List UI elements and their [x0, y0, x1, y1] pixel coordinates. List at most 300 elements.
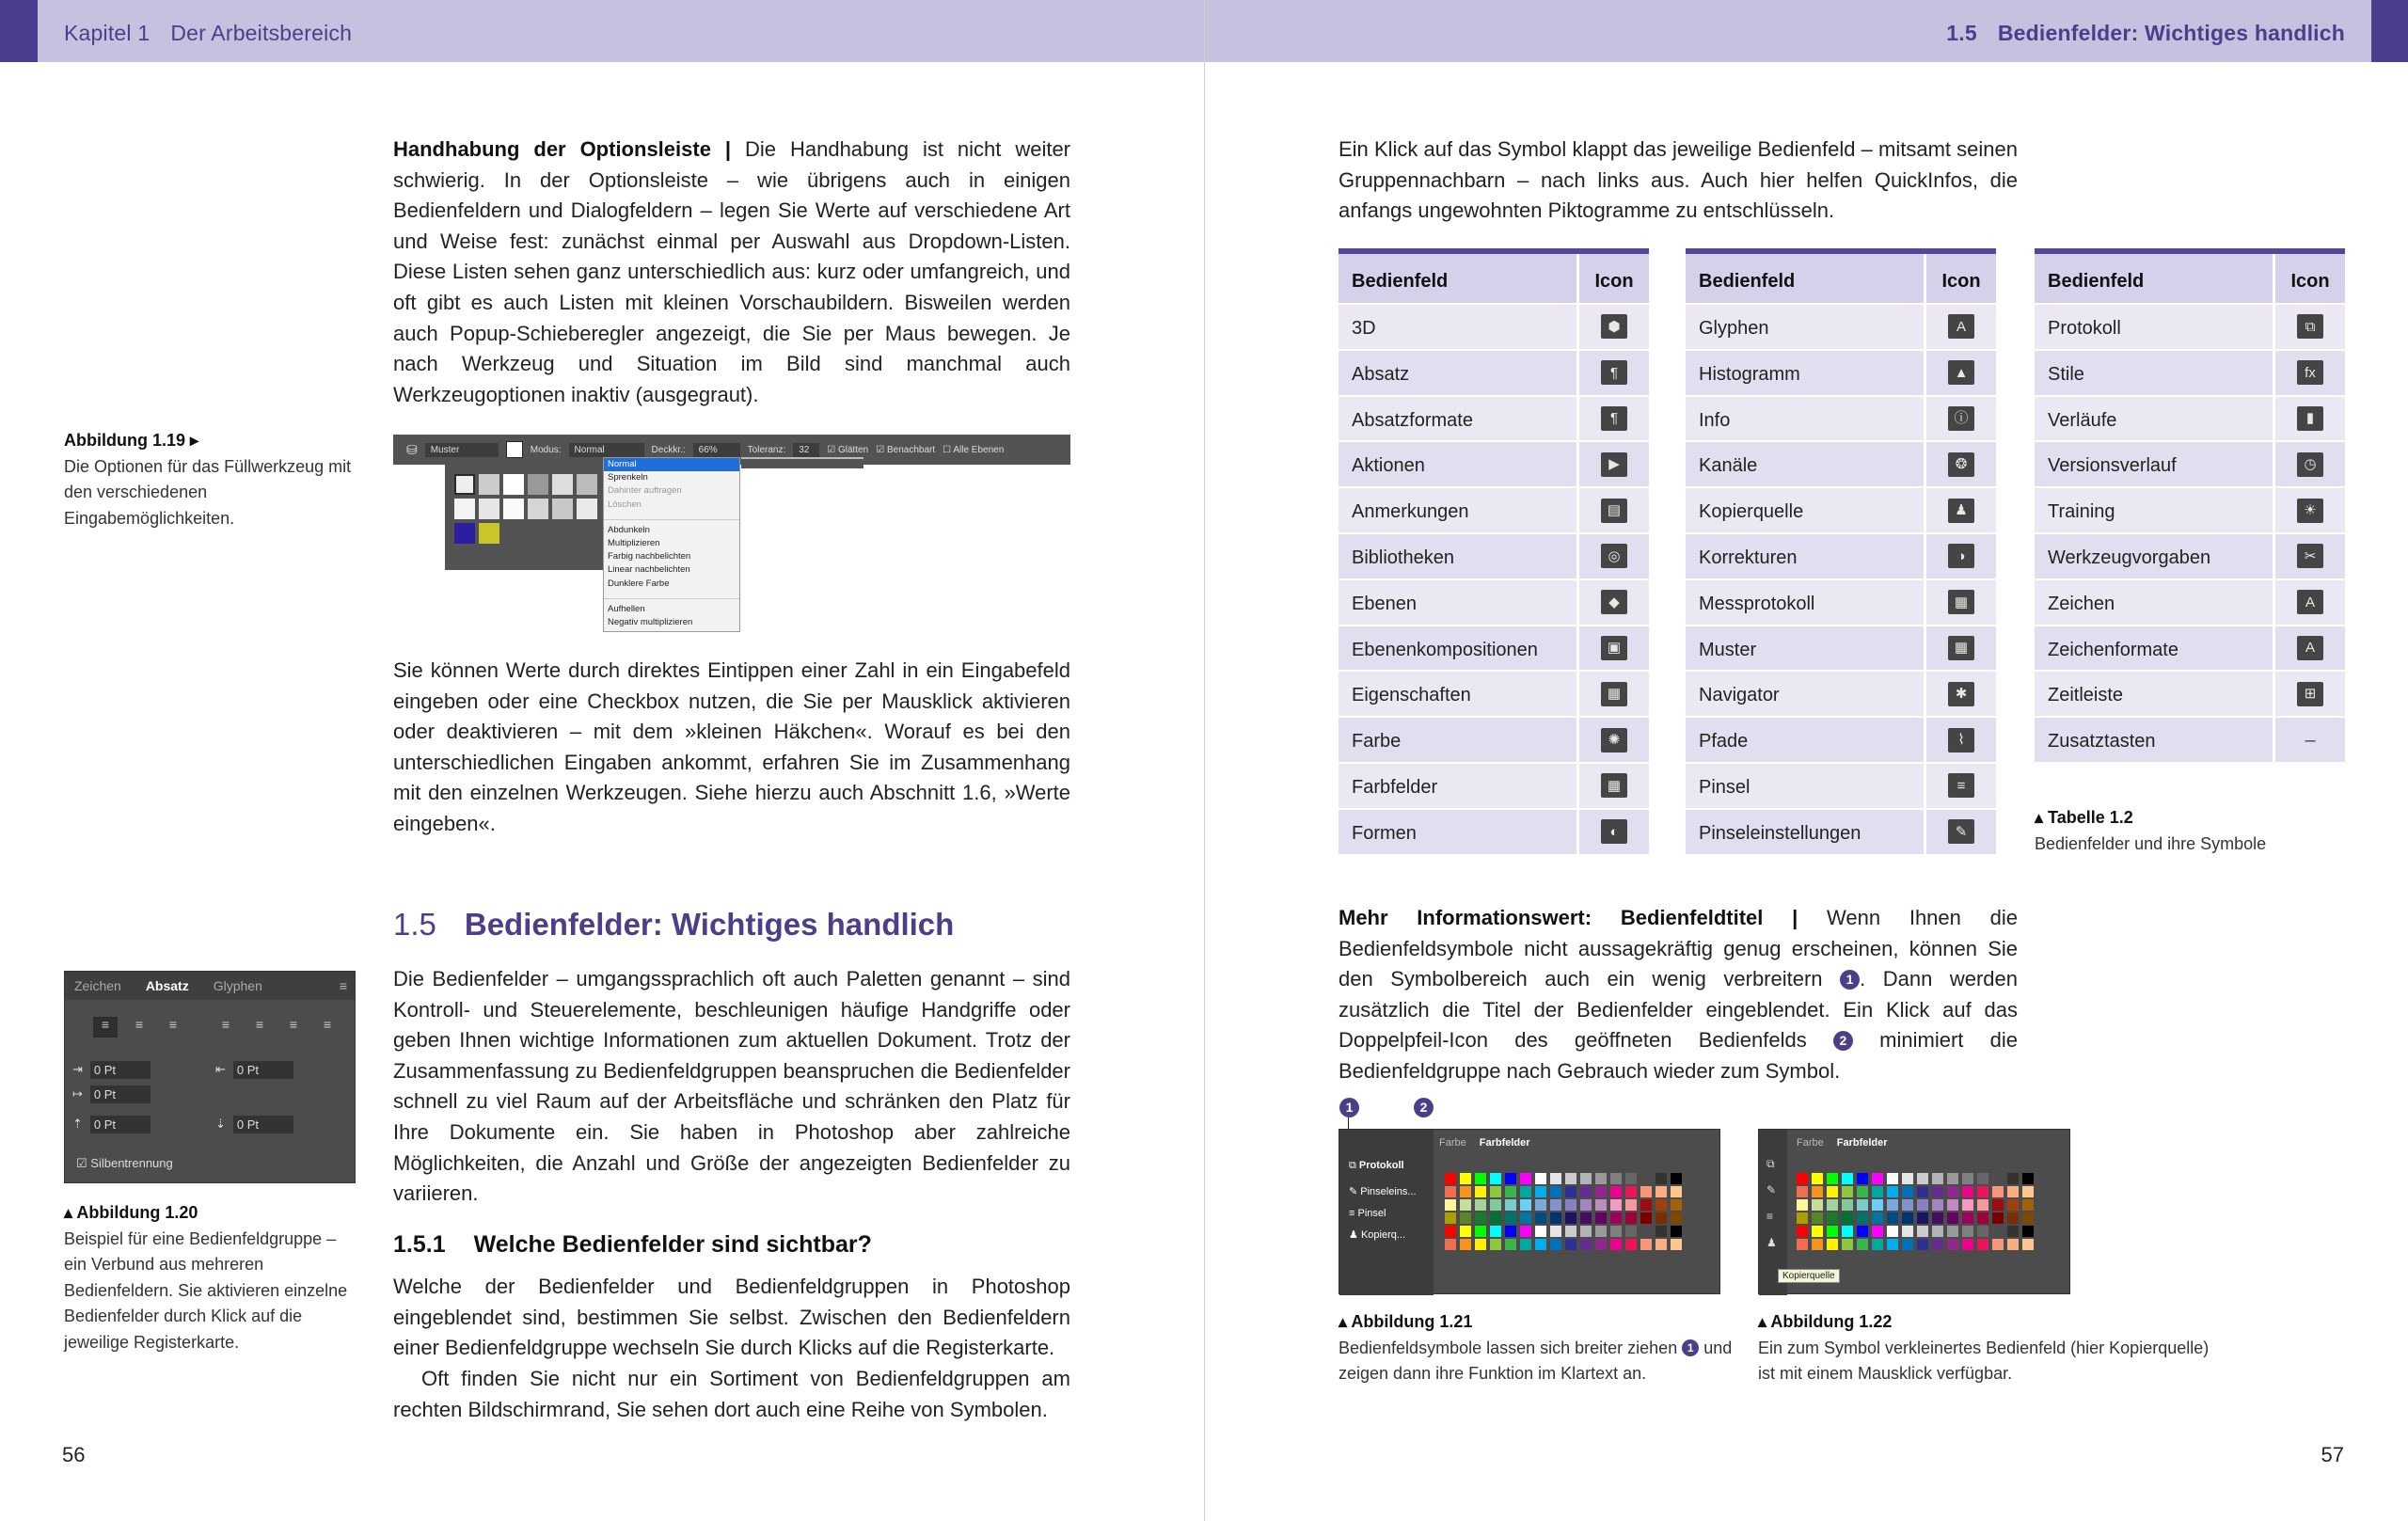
color-swatch[interactable]: [1902, 1212, 1913, 1224]
color-swatch[interactable]: [1475, 1186, 1486, 1197]
color-swatch[interactable]: [1520, 1186, 1531, 1197]
color-swatch[interactable]: [1475, 1226, 1486, 1237]
tab-farbe[interactable]: Farbe: [1797, 1137, 1824, 1149]
paragraph-symbol-klick: [1339, 135, 2018, 227]
color-swatch[interactable]: [1812, 1199, 1823, 1211]
color-swatch[interactable]: [1857, 1199, 1868, 1211]
color-swatch[interactable]: [1827, 1173, 1838, 1184]
color-swatch[interactable]: [1490, 1226, 1501, 1237]
pattern-thumb[interactable]: [552, 474, 573, 495]
color-swatch[interactable]: [1812, 1239, 1823, 1250]
color-swatch[interactable]: [1445, 1239, 1456, 1250]
panel-label-pinsel[interactable]: ≡ Pinsel: [1349, 1208, 1386, 1219]
panel-name: Protokoll: [2035, 303, 2275, 349]
adjustments-icon: ◑: [1948, 544, 1974, 568]
menu-item[interactable]: Abdunkeln: [608, 524, 650, 535]
table-body: [1339, 303, 1649, 854]
color-swatch[interactable]: [1505, 1173, 1516, 1184]
tab-farbfelder[interactable]: Farbfelder: [1836, 1137, 1888, 1149]
table-body: [1686, 303, 1996, 854]
color-swatch[interactable]: [1656, 1212, 1667, 1224]
color-swatch[interactable]: [1625, 1212, 1637, 1224]
color-swatch[interactable]: [1797, 1173, 1808, 1184]
color-swatch[interactable]: [1671, 1239, 1682, 1250]
color-swatch[interactable]: [1932, 1212, 1943, 1224]
color-swatch[interactable]: [1640, 1212, 1652, 1224]
color-swatch[interactable]: [1595, 1212, 1607, 1224]
paragraph-sichtbar: [393, 1272, 1070, 1364]
color-swatch[interactable]: [1857, 1212, 1868, 1224]
menu-item[interactable]: Negativ multiplizieren: [608, 617, 693, 628]
color-swatch[interactable]: [1610, 1186, 1622, 1197]
menu-item[interactable]: Dunklere Farbe: [604, 578, 739, 599]
align-left-icon[interactable]: ≡: [93, 1017, 118, 1038]
icon-cell: [1579, 486, 1649, 532]
color-swatch[interactable]: [1520, 1239, 1531, 1250]
indent-first-input[interactable]: 0 Pt: [90, 1085, 150, 1103]
table-header: [1686, 254, 1996, 303]
color-swatch[interactable]: [1625, 1239, 1637, 1250]
opacity-input[interactable]: 66%: [693, 443, 740, 457]
color-swatch[interactable]: [1962, 1186, 1973, 1197]
color-swatch[interactable]: [1671, 1212, 1682, 1224]
color-swatch[interactable]: [1992, 1239, 2004, 1250]
color-swatch[interactable]: [1520, 1199, 1531, 1211]
color-swatch[interactable]: [1962, 1199, 1973, 1211]
color-swatch[interactable]: [1932, 1199, 1943, 1211]
color-swatch[interactable]: [1565, 1212, 1576, 1224]
mode-dropdown[interactable]: Normal: [569, 443, 644, 457]
layers-icon: ◆: [1601, 590, 1627, 614]
color-swatch[interactable]: [1625, 1173, 1637, 1184]
mode-menu: [603, 457, 740, 632]
caption-text: [1339, 1336, 1743, 1387]
opacity-slider[interactable]: [741, 457, 863, 468]
color-swatch[interactable]: [1505, 1199, 1516, 1211]
pattern-thumb[interactable]: [503, 499, 524, 519]
brush-settings-icon: ✎: [1349, 1186, 1358, 1197]
col-icon: Icon: [1941, 271, 1981, 292]
color-swatch[interactable]: [1902, 1186, 1913, 1197]
table-row: [1686, 395, 1996, 441]
color-swatch[interactable]: [1445, 1226, 1456, 1237]
color-swatch[interactable]: [1460, 1239, 1471, 1250]
color-swatch[interactable]: [1520, 1173, 1531, 1184]
color-swatch[interactable]: [1812, 1186, 1823, 1197]
figure-1-21-caption: [1339, 1309, 1743, 1387]
color-swatch[interactable]: [1887, 1186, 1898, 1197]
icon-cell: [2275, 303, 2345, 349]
panel-label-protokoll[interactable]: ⧉ Protokoll: [1349, 1160, 1404, 1171]
panel-name: Zusatztasten: [2035, 716, 2275, 762]
tab-glyphen[interactable]: Glyphen: [213, 978, 262, 993]
color-swatch[interactable]: [1595, 1226, 1607, 1237]
color-swatch[interactable]: [1947, 1199, 1958, 1211]
color-swatch[interactable]: [1842, 1186, 1853, 1197]
chapter-title: Der Arbeitsbereich: [170, 21, 353, 45]
color-swatch[interactable]: [1797, 1186, 1808, 1197]
color-swatch[interactable]: [1872, 1173, 1883, 1184]
color-swatch[interactable]: [1842, 1239, 1853, 1250]
color-swatch[interactable]: [1535, 1186, 1546, 1197]
color-swatch[interactable]: [1872, 1212, 1883, 1224]
color-swatch[interactable]: [1505, 1239, 1516, 1250]
color-swatch[interactable]: [1460, 1173, 1471, 1184]
tolerance-input[interactable]: 32: [793, 443, 819, 457]
color-swatch[interactable]: [1812, 1226, 1823, 1237]
color-swatch[interactable]: [1625, 1186, 1637, 1197]
color-swatch[interactable]: [1827, 1239, 1838, 1250]
color-swatch[interactable]: [1827, 1226, 1838, 1237]
color-swatch[interactable]: [1535, 1173, 1546, 1184]
color-swatch[interactable]: [1977, 1226, 1988, 1237]
color-swatch[interactable]: [1565, 1239, 1576, 1250]
clone-source-icon[interactable]: ♟: [1766, 1236, 1777, 1249]
color-swatch[interactable]: [1992, 1173, 2004, 1184]
pattern-thumb[interactable]: [528, 499, 548, 519]
color-swatch[interactable]: [1902, 1239, 1913, 1250]
indent-left-input[interactable]: 0 Pt: [90, 1061, 150, 1079]
color-swatch[interactable]: [1797, 1199, 1808, 1211]
color-swatch[interactable]: [1550, 1199, 1561, 1211]
color-swatch[interactable]: [1565, 1226, 1576, 1237]
color-swatch[interactable]: [1887, 1212, 1898, 1224]
color-swatch[interactable]: [2007, 1173, 2019, 1184]
icon-cell: [1579, 532, 1649, 578]
color-swatch[interactable]: [1902, 1199, 1913, 1211]
pattern-swatch[interactable]: [506, 441, 523, 458]
color-swatch[interactable]: [2022, 1173, 2034, 1184]
color-swatch[interactable]: [1580, 1199, 1592, 1211]
color-swatch[interactable]: [1827, 1199, 1838, 1211]
menu-item[interactable]: Aufhellen: [608, 603, 645, 614]
color-swatch[interactable]: [1977, 1186, 1988, 1197]
table-row: [1339, 716, 1649, 762]
color-swatch[interactable]: [1671, 1199, 1682, 1211]
icon-cell: [1926, 486, 1996, 532]
brush-icon[interactable]: ≡: [1766, 1210, 1774, 1223]
hyphenation-checkbox[interactable]: ☑ Silbentrennung: [76, 1156, 173, 1170]
brush-settings-icon[interactable]: ✎: [1766, 1183, 1777, 1196]
table-1-2-caption: [2035, 805, 2345, 857]
menu-item[interactable]: Linear nachbelichten: [608, 564, 690, 576]
color-swatch[interactable]: [1842, 1212, 1853, 1224]
color-swatch[interactable]: [1902, 1173, 1913, 1184]
color-swatch[interactable]: [1460, 1186, 1471, 1197]
color-swatch[interactable]: [1610, 1173, 1622, 1184]
color-swatch[interactable]: [1490, 1173, 1501, 1184]
pattern-thumb[interactable]: [454, 523, 475, 544]
color-swatch[interactable]: [1857, 1186, 1868, 1197]
menu-item[interactable]: Farbig nachbelichten: [608, 551, 691, 562]
color-swatch[interactable]: [1505, 1226, 1516, 1237]
pattern-thumb[interactable]: [479, 499, 499, 519]
panel-name: Absatz: [1339, 349, 1579, 395]
color-swatch[interactable]: [1932, 1239, 1943, 1250]
all-layers-checkbox[interactable]: ☐ Alle Ebenen: [943, 444, 1005, 455]
icon-cell: [2275, 440, 2345, 486]
justify-left-icon[interactable]: ≡: [221, 1017, 230, 1032]
align-right-icon[interactable]: ≡: [168, 1017, 178, 1032]
color-swatch[interactable]: [1520, 1212, 1531, 1224]
tab-farbe[interactable]: Farbe: [1439, 1137, 1466, 1149]
color-swatch[interactable]: [1535, 1199, 1546, 1211]
color-swatch[interactable]: [1580, 1212, 1592, 1224]
color-swatch[interactable]: [1640, 1226, 1652, 1237]
color-swatch[interactable]: [2007, 1212, 2019, 1224]
menu-item-normal[interactable]: Normal: [604, 458, 739, 471]
color-swatch[interactable]: [1962, 1226, 1973, 1237]
color-swatch[interactable]: [1992, 1186, 2004, 1197]
color-swatch[interactable]: [1947, 1212, 1958, 1224]
pattern-thumb[interactable]: [577, 474, 597, 495]
color-swatch[interactable]: [1565, 1186, 1576, 1197]
color-swatch[interactable]: [1797, 1226, 1808, 1237]
color-swatch[interactable]: [1947, 1173, 1958, 1184]
color-swatch[interactable]: [1917, 1226, 1928, 1237]
color-swatch[interactable]: [1887, 1226, 1898, 1237]
color-swatch[interactable]: [1520, 1226, 1531, 1237]
paths-icon: ⌇: [1948, 728, 1974, 753]
color-swatch[interactable]: [1550, 1226, 1561, 1237]
pattern-thumb[interactable]: [577, 499, 597, 519]
color-swatch[interactable]: [1857, 1239, 1868, 1250]
color-swatch[interactable]: [1460, 1212, 1471, 1224]
color-swatch[interactable]: [2022, 1186, 2034, 1197]
color-swatch[interactable]: [1490, 1212, 1501, 1224]
panel-label-kopierquelle[interactable]: ♟ Kopierq...: [1349, 1229, 1406, 1241]
color-swatch[interactable]: [1580, 1186, 1592, 1197]
pattern-thumb[interactable]: [479, 474, 499, 495]
color-swatch[interactable]: [1460, 1226, 1471, 1237]
color-swatch[interactable]: [1992, 1199, 2004, 1211]
color-swatch[interactable]: [1550, 1186, 1561, 1197]
color-swatch[interactable]: [1947, 1239, 1958, 1250]
cube-icon: ⬢: [1601, 314, 1627, 339]
caption-title: Abbildung 1.19 ▸: [64, 431, 199, 450]
color-swatch[interactable]: [1932, 1186, 1943, 1197]
color-swatch[interactable]: [2022, 1239, 2034, 1250]
color-swatch[interactable]: [1550, 1173, 1561, 1184]
color-swatch[interactable]: [1595, 1199, 1607, 1211]
color-swatch[interactable]: [1872, 1199, 1883, 1211]
color-swatch[interactable]: [1656, 1226, 1667, 1237]
color-swatch[interactable]: [1857, 1226, 1868, 1237]
color-swatch[interactable]: [1610, 1212, 1622, 1224]
color-swatch[interactable]: [1947, 1186, 1958, 1197]
color-swatch[interactable]: [1640, 1173, 1652, 1184]
color-swatch[interactable]: [1625, 1199, 1637, 1211]
color-swatch[interactable]: [1917, 1199, 1928, 1211]
color-swatch[interactable]: [1827, 1212, 1838, 1224]
color-swatch[interactable]: [2007, 1239, 2019, 1250]
pattern-dropdown[interactable]: Muster: [425, 443, 499, 457]
color-swatch[interactable]: [1887, 1239, 1898, 1250]
color-swatch[interactable]: [1962, 1239, 1973, 1250]
color-swatch[interactable]: [1872, 1226, 1883, 1237]
color-swatch[interactable]: [1550, 1212, 1561, 1224]
color-swatch[interactable]: [1797, 1212, 1808, 1224]
menu-item[interactable]: Sprenkeln: [608, 472, 648, 483]
patterns-icon: ▦: [1948, 636, 1974, 660]
color-swatch[interactable]: [1671, 1226, 1682, 1237]
table-row: [1339, 486, 1649, 532]
color-swatch[interactable]: [2007, 1186, 2019, 1197]
color-swatch[interactable]: [1977, 1212, 1988, 1224]
color-swatch[interactable]: [1827, 1186, 1838, 1197]
pattern-thumb[interactable]: [552, 499, 573, 519]
color-swatch[interactable]: [1812, 1173, 1823, 1184]
color-swatch[interactable]: [1962, 1212, 1973, 1224]
panel-name: Absatzformate: [1339, 395, 1579, 441]
table-row: [1339, 395, 1649, 441]
paragraph-optionsleiste: [393, 135, 1070, 410]
color-swatch[interactable]: [1977, 1173, 1988, 1184]
tolerance-label: Toleranz:: [747, 444, 786, 455]
caption-title: ▴ Tabelle 1.2: [2035, 808, 2133, 827]
pattern-thumb[interactable]: [479, 523, 499, 544]
color-swatch[interactable]: [1671, 1173, 1682, 1184]
color-swatch[interactable]: [1550, 1239, 1561, 1250]
color-swatch[interactable]: [1565, 1199, 1576, 1211]
color-swatch[interactable]: [1580, 1239, 1592, 1250]
table-row: [1686, 716, 1996, 762]
color-swatch[interactable]: [1580, 1173, 1592, 1184]
color-swatch[interactable]: [1505, 1212, 1516, 1224]
tab-farbfelder[interactable]: Farbfelder: [1479, 1137, 1530, 1149]
smooth-checkbox[interactable]: ☑ Glätten: [827, 444, 869, 455]
justify-center-icon[interactable]: ≡: [255, 1017, 264, 1032]
color-swatch[interactable]: [1992, 1226, 2004, 1237]
color-swatch[interactable]: [1887, 1199, 1898, 1211]
tab-absatz[interactable]: Absatz: [145, 978, 189, 993]
history-icon[interactable]: ⧉: [1766, 1157, 1775, 1170]
color-swatch[interactable]: [1872, 1239, 1883, 1250]
color-swatch[interactable]: [1445, 1199, 1456, 1211]
color-swatch[interactable]: [1992, 1212, 2004, 1224]
space-after-input[interactable]: 0 Pt: [233, 1116, 293, 1133]
color-swatch[interactable]: [1490, 1239, 1501, 1250]
panel-name: Werkzeugvorgaben: [2035, 532, 2275, 578]
color-swatch[interactable]: [1857, 1173, 1868, 1184]
header-marker: [0, 0, 38, 62]
color-swatch[interactable]: [1917, 1212, 1928, 1224]
color-swatch[interactable]: [1445, 1173, 1456, 1184]
color-swatch[interactable]: [1610, 1199, 1622, 1211]
color-swatch[interactable]: [1490, 1199, 1501, 1211]
paragraph-bedienfeldtitel: [1339, 903, 2018, 1087]
color-swatch[interactable]: [1535, 1226, 1546, 1237]
color-swatch[interactable]: [1872, 1186, 1883, 1197]
color-swatch[interactable]: [1947, 1226, 1958, 1237]
color-swatch[interactable]: [1610, 1226, 1622, 1237]
color-swatch[interactable]: [1932, 1226, 1943, 1237]
color-swatch[interactable]: [1475, 1173, 1486, 1184]
bucket-icon[interactable]: ⛁: [406, 441, 418, 457]
color-swatch[interactable]: [1842, 1173, 1853, 1184]
color-swatch[interactable]: [1475, 1239, 1486, 1250]
color-swatch[interactable]: [1445, 1212, 1456, 1224]
color-swatch[interactable]: [1565, 1173, 1576, 1184]
color-swatch[interactable]: [1797, 1239, 1808, 1250]
color-swatch[interactable]: [1656, 1239, 1667, 1250]
color-swatch[interactable]: [1656, 1186, 1667, 1197]
color-swatch[interactable]: [1887, 1173, 1898, 1184]
color-swatch[interactable]: [1490, 1186, 1501, 1197]
color-swatch[interactable]: [2007, 1226, 2019, 1237]
color-swatch[interactable]: [1505, 1186, 1516, 1197]
color-swatch[interactable]: [1595, 1186, 1607, 1197]
color-swatch[interactable]: [1977, 1199, 1988, 1211]
color-swatch[interactable]: [1535, 1212, 1546, 1224]
color-swatch[interactable]: [1917, 1239, 1928, 1250]
color-swatch[interactable]: [1460, 1199, 1471, 1211]
color-swatch[interactable]: [2022, 1212, 2034, 1224]
tab-zeichen[interactable]: Zeichen: [74, 978, 121, 993]
align-center-icon[interactable]: ≡: [135, 1017, 144, 1032]
justify-all-icon[interactable]: ≡: [323, 1017, 332, 1032]
character-icon: A: [2297, 590, 2323, 614]
color-swatch[interactable]: [1610, 1239, 1622, 1250]
color-swatch[interactable]: [1902, 1226, 1913, 1237]
menu-item[interactable]: Multiplizieren: [608, 538, 660, 549]
color-swatch[interactable]: [1625, 1226, 1637, 1237]
color-swatch[interactable]: [1842, 1199, 1853, 1211]
color-swatch[interactable]: [1475, 1212, 1486, 1224]
color-swatch[interactable]: [1640, 1199, 1652, 1211]
pattern-thumb[interactable]: [528, 474, 548, 495]
color-swatch[interactable]: [1977, 1239, 1988, 1250]
color-swatch[interactable]: [1475, 1199, 1486, 1211]
color-swatch[interactable]: [1640, 1239, 1652, 1250]
panel-name: Stile: [2035, 349, 2275, 395]
pattern-thumb[interactable]: [503, 474, 524, 495]
color-swatch[interactable]: [1580, 1226, 1592, 1237]
layer-comps-icon: ▣: [1601, 636, 1627, 660]
note-icon: ▤: [1601, 499, 1627, 523]
color-swatch[interactable]: [1962, 1173, 1973, 1184]
justify-right-icon[interactable]: ≡: [289, 1017, 298, 1032]
color-swatch[interactable]: [1445, 1186, 1456, 1197]
color-swatch[interactable]: [1842, 1226, 1853, 1237]
table-row: [2035, 440, 2345, 486]
color-swatch[interactable]: [2022, 1199, 2034, 1211]
marker-2: 2: [1833, 1031, 1853, 1051]
color-swatch[interactable]: [1671, 1186, 1682, 1197]
figure-1-20-screenshot: [64, 971, 356, 1183]
color-swatch[interactable]: [2007, 1199, 2019, 1211]
panel-label-pinseleinstellungen[interactable]: ✎ Pinseleins...: [1349, 1186, 1417, 1197]
color-swatch[interactable]: [1595, 1173, 1607, 1184]
color-swatch[interactable]: [1640, 1186, 1652, 1197]
indent-right-input[interactable]: 0 Pt: [233, 1061, 293, 1079]
contiguous-checkbox[interactable]: ☑ Benachbart: [876, 444, 936, 455]
color-swatch[interactable]: [1535, 1239, 1546, 1250]
color-swatch[interactable]: [1812, 1212, 1823, 1224]
color-swatch[interactable]: [1932, 1173, 1943, 1184]
pattern-thumb[interactable]: [454, 474, 475, 495]
color-swatch[interactable]: [1595, 1239, 1607, 1250]
pattern-thumb[interactable]: [454, 499, 475, 519]
space-before-input[interactable]: 0 Pt: [90, 1116, 150, 1133]
color-swatch[interactable]: [1917, 1173, 1928, 1184]
color-swatch[interactable]: [1917, 1186, 1928, 1197]
panel-menu-icon[interactable]: ≡: [339, 978, 347, 993]
color-swatch[interactable]: [1656, 1173, 1667, 1184]
color-swatch[interactable]: [2022, 1226, 2034, 1237]
icon-cell: [1579, 808, 1649, 854]
color-swatch[interactable]: [1656, 1199, 1667, 1211]
